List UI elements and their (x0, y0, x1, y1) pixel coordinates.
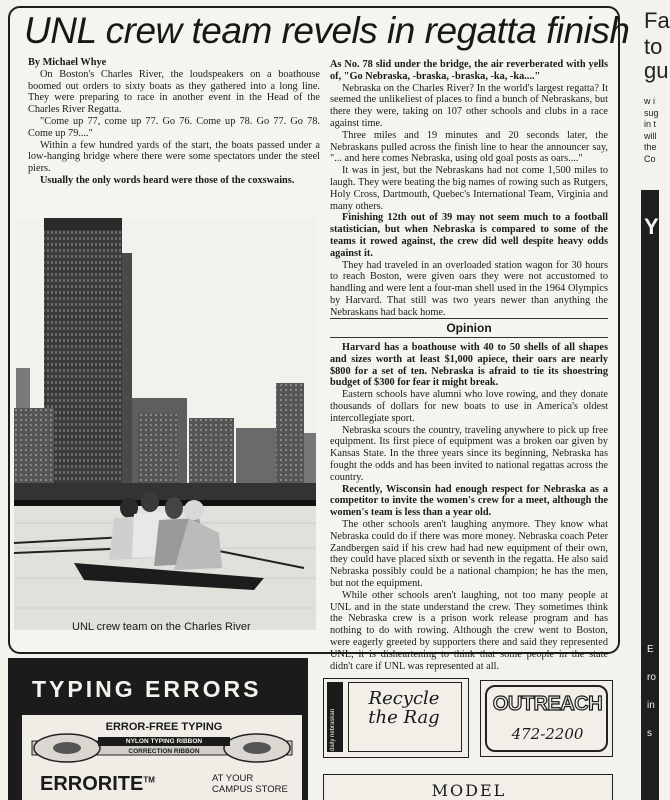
paragraph: Finishing 12th out of 39 may not seem much to a football statistician, but when Nebraska is compared to some of the teams it rowed against, the crew did well despite heavy odds against it. (330, 212, 608, 259)
byline: By Michael Whye (28, 57, 107, 68)
paragraph: Three miles and 19 minutes and 20 seconds later, the Nebraskans pulled across the finish line to hear the announcer say, "... and here comes Nebraska, using old goal posts as oars...." (330, 129, 608, 165)
outreach-phone: 472-2200 (511, 725, 584, 743)
paragraph: As No. 78 slid under the bridge, the air reverberated with yells of, "Go Nebraska, -braska, -braska, -ka, -ka...." (330, 59, 608, 82)
edge-text-line: the (644, 142, 657, 152)
edge-text-line: in t (644, 119, 657, 129)
typing-errors-title: TYPING ERRORS (32, 676, 262, 702)
paragraph: Recently, Wisconsin had enough respect for Nebraska as a competitor to invite the women's crew for a meet, although the women's team is less than a year old. (330, 483, 608, 519)
left-column (28, 57, 320, 187)
headline: UNL crew team revels in regatta finish (24, 10, 630, 51)
model-ad (323, 774, 613, 800)
right-paragraphs (330, 59, 608, 319)
paragraph: Eastern schools have alumni who love rowing, and they donate thousands of dollars for new boats to use in America's oldest intercollegiate sport. (330, 389, 608, 424)
paragraph: They had traveled in an overloaded station wagon for 30 hours to reach Boston, were given oars they were not accustomed to handling and were lent a four-man shell used in the 1964 Olympics by Harvard. That still was two years newer than anything the Nebraskans had back home. (330, 259, 608, 318)
paragraph: On Boston's Charles River, the loudspeakers on a boathouse boomed out orders to sixty boats as they gathered into a long line. They were preparing to race in another event in the Head of the Charles River Regatta. (28, 68, 320, 116)
edge-bottom-letter: E (647, 644, 654, 655)
edge-text-line: Co (644, 153, 656, 164)
edge-text-lines (644, 96, 659, 165)
edge-text-line: sug (644, 107, 659, 118)
ribbon-box (22, 715, 302, 800)
paragraph: Usually the only words heard were those of the coxswains. (40, 174, 295, 186)
edge-text-line: will (644, 130, 657, 141)
outreach-ad (480, 680, 613, 757)
paragraph: It was in jest, but the Nebraskans had not come 1,500 miles to laugh. They were beating the big names of rowing such as Rutgers, Holy Cross, Dartmouth, Quebec's International Team, Virginia and many others. (330, 165, 608, 212)
edge-headline-1: Fa (644, 8, 670, 33)
brand-name: ERRORITE™ (40, 773, 155, 795)
model-title: MODEL (431, 781, 507, 800)
recycle-rag-ad (323, 678, 469, 758)
edge-headline-2: to (644, 34, 663, 59)
store-line-1: AT YOUR (212, 773, 254, 784)
paragraph: Within a few hundred yards of the start, the boats passed under a low-hanging bridge where there were some spectators under the steel piers. (28, 139, 320, 175)
opinion-header: Opinion (330, 318, 608, 338)
edge-dark-letter: Y (644, 214, 659, 239)
paragraph: The other schools aren't laughing anymore. They know what Nebraska could do if there was more money. Nebraska coach Peter Zandbergen said if his crew had had new equipment of their own, they could have placed sixth or seventh in the regatta. He also said Nebraska possibly could be a national champion; he has the men, but not the equipment. (330, 518, 608, 589)
photo-caption: UNL crew team on the Charles River (72, 621, 251, 633)
store-line-2: CAMPUS STORE (212, 784, 288, 795)
recycle-text: Recycle the Rag (368, 688, 440, 728)
edge-bottom-letter: ro (647, 672, 656, 683)
product-name: ERROR-FREE TYPING (105, 721, 223, 733)
left-paragraphs (28, 69, 320, 187)
edge-headline-3: gu (644, 58, 669, 83)
paragraph: "Come up 77, come up 77. Go 76. Come up 78. Go 77. Go 78. Come up 79...." (28, 115, 320, 139)
paragraph: Nebraska on the Charles River? In the world's largest regatta? It seemed the unlikeliest of places to find a bunch of Nebraskans, but there they were, taking on 107 other schools and clubs in a race against time. (330, 82, 608, 129)
brand-trademark: TM (143, 775, 155, 785)
crew-photo (14, 218, 316, 630)
store-text (212, 773, 288, 795)
recycle-side-text: daily nebraskan (330, 708, 336, 751)
crew-photo-illustration (14, 218, 316, 630)
paragraph: While other schools aren't laughing, not too many people at UNL and in the state understand the crew. They sometimes think the Nebraska crew is a prison work release program and has nothing to do with rowing. Although the crew went to Boston, were eagerly greeted by supporters there and said they represented UNL, it is disheartening to think that some people in the state didn't care if UNL was represented at all. (330, 589, 608, 672)
ribbon-label-1: NYLON TYPING RIBBON (98, 737, 230, 746)
paragraph: Nebraska scours the country, traveling anywhere to pick up free equipment. Its first piece of equipment was a broken oar given by Kansas State. In the three years since its beginning, Nebraska has fought the odds and has been invited to national regattas across the country. (330, 424, 608, 483)
edge-text-line: w i (644, 96, 655, 106)
edge-bottom-letter: in (647, 700, 655, 711)
opinion-paragraphs (330, 342, 608, 672)
ribbon-label-2: CORRECTION RIBBON (128, 748, 200, 755)
outreach-title: OUTREACH (492, 693, 603, 715)
opinion-column (330, 342, 608, 672)
edge-bottom-letter: s (647, 728, 652, 739)
right-column (330, 59, 608, 319)
paragraph: Harvard has a boathouse with 40 to 50 shells of all shapes and sizes worth at least $1,000 apiece, their oars are nearly $800 for a set of ten. Nebraska is afraid to tie its shoestring budget of $300 for fear it might break. (330, 342, 608, 389)
typing-errors-ad (8, 658, 308, 800)
edge-bottom-letters (647, 636, 656, 748)
